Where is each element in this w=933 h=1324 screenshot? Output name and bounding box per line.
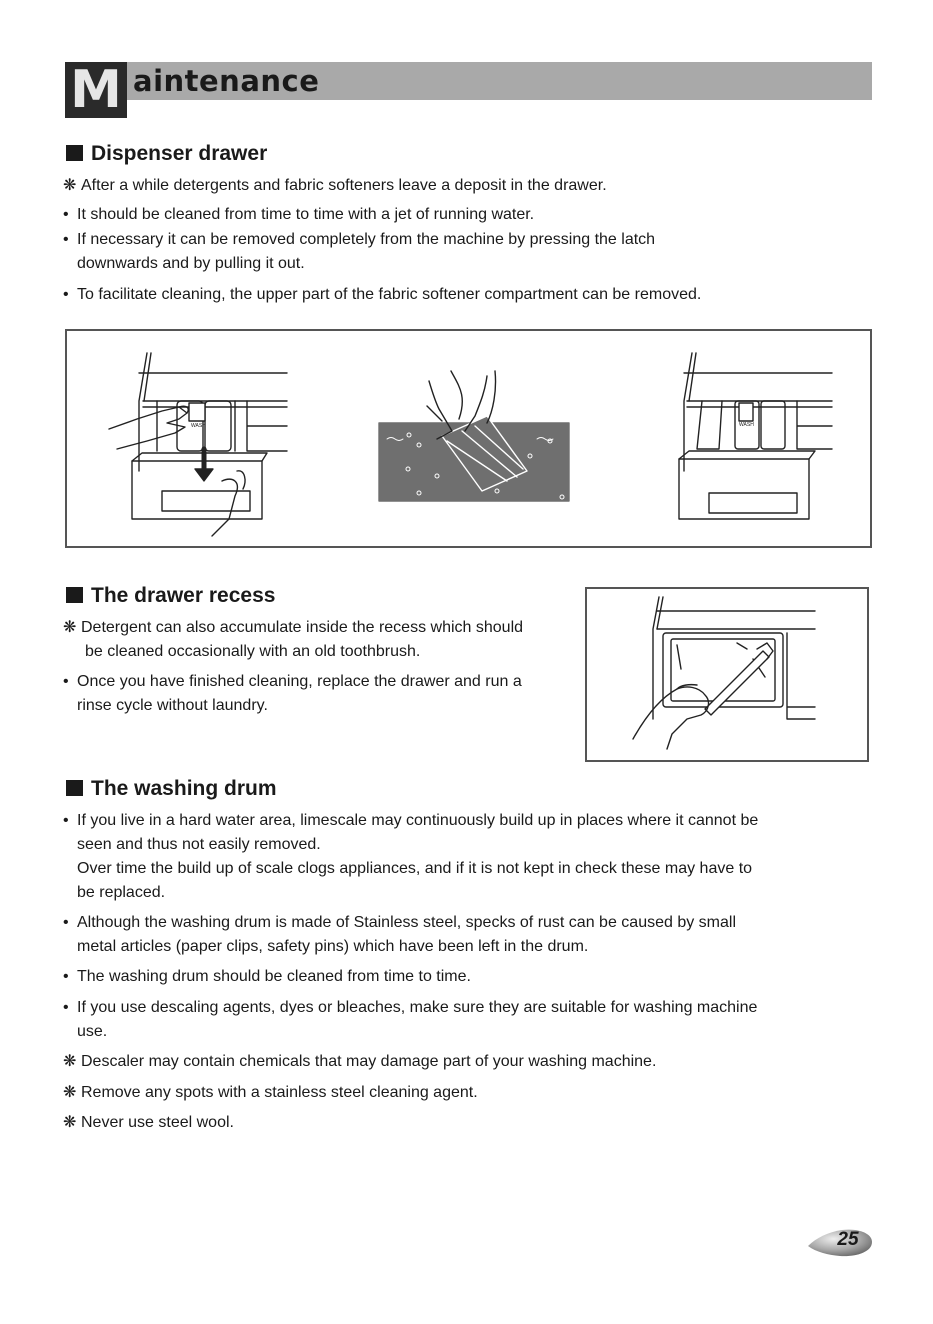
bullet-rinse-cycle: • Once you have finished cleaning, replace the drawer and run a rinse cycle without laundry. xyxy=(63,673,522,714)
note-steel-wool: ❋ Never use steel wool. xyxy=(63,1114,234,1131)
section-heading-dispenser: Dispenser drawer xyxy=(66,141,267,167)
drawer-latch-figure xyxy=(109,353,287,536)
recess-illustration xyxy=(587,589,867,760)
square-bullet-icon xyxy=(66,780,83,796)
drawer-tag-right: WASH xyxy=(739,422,754,428)
softener-part-figure xyxy=(679,353,832,519)
section-heading-recess: The drawer recess xyxy=(66,583,275,609)
bullet-descaling-agents: • If you use descaling agents, dyes or bleaches, make sure they are suitable for washing machine use. xyxy=(63,999,758,1040)
bullet-remove-drawer: • If necessary it can be removed completely from the machine by pressing the latch downwards and by pulling it out. xyxy=(63,231,656,272)
note-descaler-chemicals: ❋ Descaler may contain chemicals that may damage part of your washing machine. xyxy=(63,1053,657,1070)
bullet-clean-water: • It should be cleaned from time to time with a jet of running water. xyxy=(63,206,535,223)
note-dispenser-deposit: ❋ After a while detergents and fabric softeners leave a deposit in the drawer. xyxy=(63,177,607,194)
header-initial: M xyxy=(65,62,127,118)
bullet-softener-part: • To facilitate cleaning, the upper part of the fabric softener compartment can be removed. xyxy=(63,286,702,303)
bullet-clean-drum: • The washing drum should be cleaned from time to time. xyxy=(63,968,471,985)
note-recess-toothbrush: ❋ Detergent can also accumulate inside the recess which should be cleaned occasionally with an old toothbrush. xyxy=(63,619,524,660)
dispenser-illustration-panel xyxy=(65,329,872,548)
note-remove-spots: ❋ Remove any spots with a stainless steel cleaning agent. xyxy=(63,1084,478,1101)
square-bullet-icon xyxy=(66,587,83,603)
bullet-hard-water: • If you live in a hard water area, limescale may continuously build up in places where it cannot be seen and thus not easily removed. Over time the build up of scale clogs appliances, and if it is not kept in check these may have to be replaced. xyxy=(63,812,759,901)
recess-illustration-panel xyxy=(585,587,869,762)
drawer-tag-left: WASH xyxy=(191,423,206,429)
page-number: 25 xyxy=(837,1229,859,1250)
section-heading-drum: The washing drum xyxy=(66,776,277,802)
dispenser-illustrations xyxy=(67,331,870,546)
bullet-rust-specks: • Although the washing drum is made of Stainless steel, specks of rust can be caused by small metal articles (paper clips, safety pins) which have been left in the drum. xyxy=(63,914,737,955)
page-title: aintenance xyxy=(133,64,320,98)
square-bullet-icon xyxy=(66,145,83,161)
